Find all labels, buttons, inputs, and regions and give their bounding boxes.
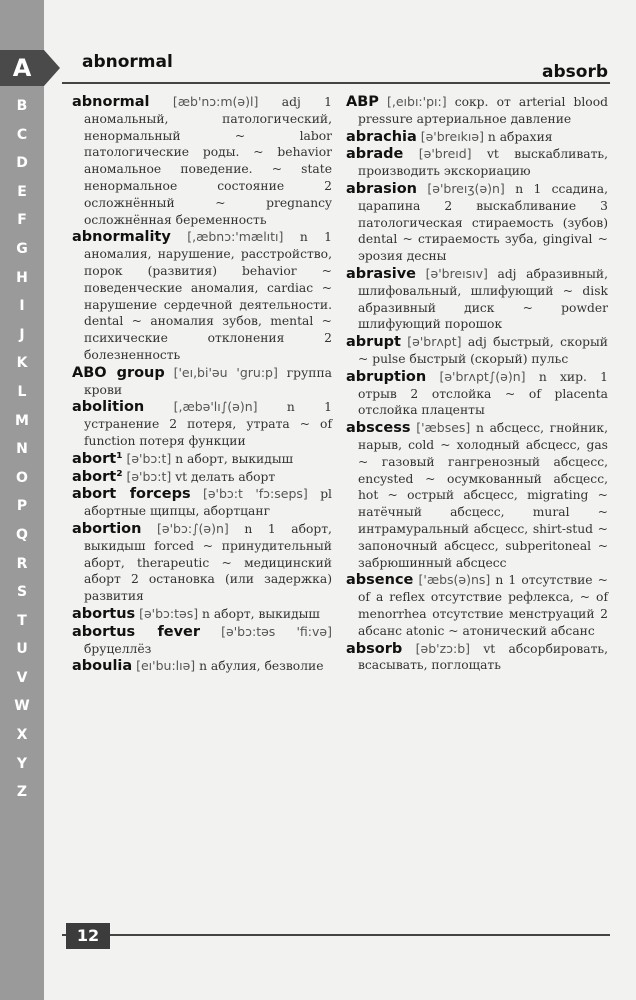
right-column [346,94,608,675]
dictionary-entry [72,451,332,468]
transcription: ['æbses] [416,420,471,436]
transcription: [ə'bɔ:t] [126,450,172,466]
index-letter: G [16,240,28,257]
headword: abortion [72,520,142,537]
headword: abolition [72,399,145,416]
transcription: [ə'bɔ:t 'fɔ:seps] [202,486,308,502]
footer-rule [62,934,610,936]
transcription: [ə'brʌpt] [407,334,462,350]
guide-word-right: absorb [542,62,608,82]
transcription: [ə'breısıv] [425,265,488,281]
definition: n абсцесс, гнойник, нарыв, cold ~ холодный абсцесс, gas ~ газовый гангренозный абсцесс, encysted ~ осумкованный абсцесс, hot ~ острый абсцесс, migrating ~ натёчный абсцесс, mural ~ интрамуральный абсцесс, shirt-stud ~ запоночный абсцесс, subperitoneal ~ забрюшинный абсцесс [358,421,608,570]
index-letter: J [19,326,25,343]
dictionary-entry [72,624,332,658]
dictionary-entry [72,469,332,486]
dictionary-entry [72,606,332,623]
definition: vt выскабливать, производить экскориацию [358,147,608,179]
index-letter: C [16,126,28,143]
index-letter: E [17,183,27,200]
dictionary-entry [346,641,608,675]
index-letter: V [16,669,28,686]
definition: n 1 ссадина, царапина 2 выскабливание 3 патологическая стираемость (зубов) dental ~ стираемость зуба, gingival ~ эрозия десны [358,181,608,264]
index-letter: Q [16,526,28,543]
headword: abscess [346,420,411,437]
headword: aboulia [72,658,133,675]
headword: abnormality [72,229,171,246]
dictionary-entry [346,94,608,128]
headword: abrasion [346,180,417,197]
left-column [72,94,332,676]
dictionary-entry [346,129,608,146]
index-letter: M [15,412,29,429]
headword: abort forceps [72,486,191,503]
index-letter: N [16,441,28,458]
index-letter: D [16,155,28,172]
headword: absence [346,572,414,589]
transcription: [ə'brʌpt∫(ə)n] [439,368,526,384]
index-letter: O [16,469,28,486]
headword: abortus fever [72,623,201,640]
index-letter: R [16,555,28,572]
index-letter: I [19,298,25,315]
headword: ABP [346,94,379,110]
dictionary-entry [72,94,332,228]
alphabet-letters [0,92,44,807]
transcription: [æb'nɔ:m(ə)l] [172,94,259,109]
index-letter: P [16,498,28,515]
header-rule [62,82,610,84]
definition: vt абсорбировать, всасывать, поглощать [358,641,608,673]
definition: n абулия, безволие [199,659,324,674]
headword: ABO group [72,364,165,381]
transcription: ['eı,bi'əu 'gru:p] [173,364,278,380]
definition: n абрахия [487,129,553,144]
transcription: [ə'bɔ:təs 'fi:və] [221,623,332,639]
dictionary-entry [346,146,608,180]
transcription: [,æbnɔ:'mælıtı] [187,229,284,245]
current-letter-tab: A [0,50,44,86]
dictionary-entry [346,266,608,333]
transcription: ['æbs(ə)ns] [418,572,491,588]
index-letter: X [16,727,28,744]
headword: absorb [346,640,403,657]
index-letter: K [16,355,28,372]
dictionary-entry [346,181,608,265]
definition: n 1 отсутствие ~ of a reflex отсутствие рефлекса, ~ of menorrhea отсутствие менструаций 2 абсанс atonic ~ атонический абсанс [358,573,608,638]
dictionary-entry [346,369,608,419]
dictionary-entry [72,229,332,363]
transcription: [ə'bɔ:t] [126,468,172,484]
index-letter: H [16,269,28,286]
definition: vt делать аборт [175,469,276,484]
page-number: 12 [66,923,110,949]
headword: abrasive [346,265,416,282]
index-letter: Y [16,755,28,772]
index-letter: W [14,698,30,715]
headword: abort¹ [72,450,123,467]
index-letter: T [17,612,27,629]
definition: n аборт, выкидыш [202,606,320,621]
dictionary-entry [72,365,332,399]
definition: бруцеллёз [84,641,152,656]
transcription: [eı'bu:lıə] [136,658,196,674]
definition: группа крови [84,365,332,397]
headword: abort² [72,468,123,485]
dictionary-entry [346,572,608,639]
definition: adj абразивный, шлифовальный, шлифующий ~ disk абразивный диск ~ powder шлифующий порошок [358,266,608,332]
dictionary-entry [72,658,332,675]
definition: n 1 аборт, выкидыш forced ~ принудительный аборт, therapeutic ~ медицинский аборт 2 остановка (или задержка) развития [84,521,332,604]
definition: n хир. 1 отрыв 2 отслойка ~ of placenta отслойка плаценты [358,369,608,418]
index-letter: L [17,383,27,400]
definition: n 1 аномалия, нарушение, расстройство, порок (развития) behavior ~ поведенческие аномалия, cardiac ~ нарушение сердечной деятельности. dental ~ аномалия зубов, mental ~ психические отклонения 2 болезненность [84,230,332,362]
definition: adj 1 аномальный, патологический, ненормальный ~ labor патологические роды. ~ behavior аномальное поведение. ~ state ненормальное состояние 2 осложнённый ~ pregnancy осложнённая беременность [84,95,332,227]
transcription: [ə'bɔ:təs] [139,605,199,621]
alphabet-index-sidebar [0,0,44,1000]
dictionary-entry [72,486,332,520]
dictionary-entry [72,521,332,605]
definition: pl абортные щипцы, абортцанг [84,487,332,519]
headword: abrade [346,146,404,163]
definition: adj быстрый, скорый ~ pulse быстрый (скорый) пульс [358,335,608,366]
transcription: [ə'breıkıə] [420,128,484,144]
definition: n 1 устранение 2 потеря, утрата ~ of function потеря функции [84,400,332,448]
index-letter: Z [16,784,28,801]
transcription: [ə'breıʒ(ə)n] [427,180,505,196]
transcription: [ə'breıd] [418,146,472,162]
guide-word-left: abnormal [82,52,173,72]
transcription: [,eıbı:'pı:] [387,94,447,109]
index-letter: F [17,212,27,229]
dictionary-entry [72,399,332,449]
dictionary-entry [346,334,608,368]
headword: abnormal [72,94,150,110]
headword: abrupt [346,334,401,351]
index-letter: B [16,98,28,114]
dictionary-entry [346,420,608,571]
index-letter: U [16,641,28,658]
definition: сокр. от arterial blood pressure артериальное давление [358,95,608,126]
definition: n аборт, выкидыш [175,451,294,466]
headword: abortus [72,605,136,622]
transcription: [əb'zɔ:b] [415,640,471,656]
transcription: [,æbə'lı∫(ə)n] [173,399,258,415]
index-letter: S [16,584,28,601]
headword: abruption [346,368,427,385]
headword: abrachia [346,128,417,145]
transcription: [ə'bɔ:∫(ə)n] [157,520,229,536]
